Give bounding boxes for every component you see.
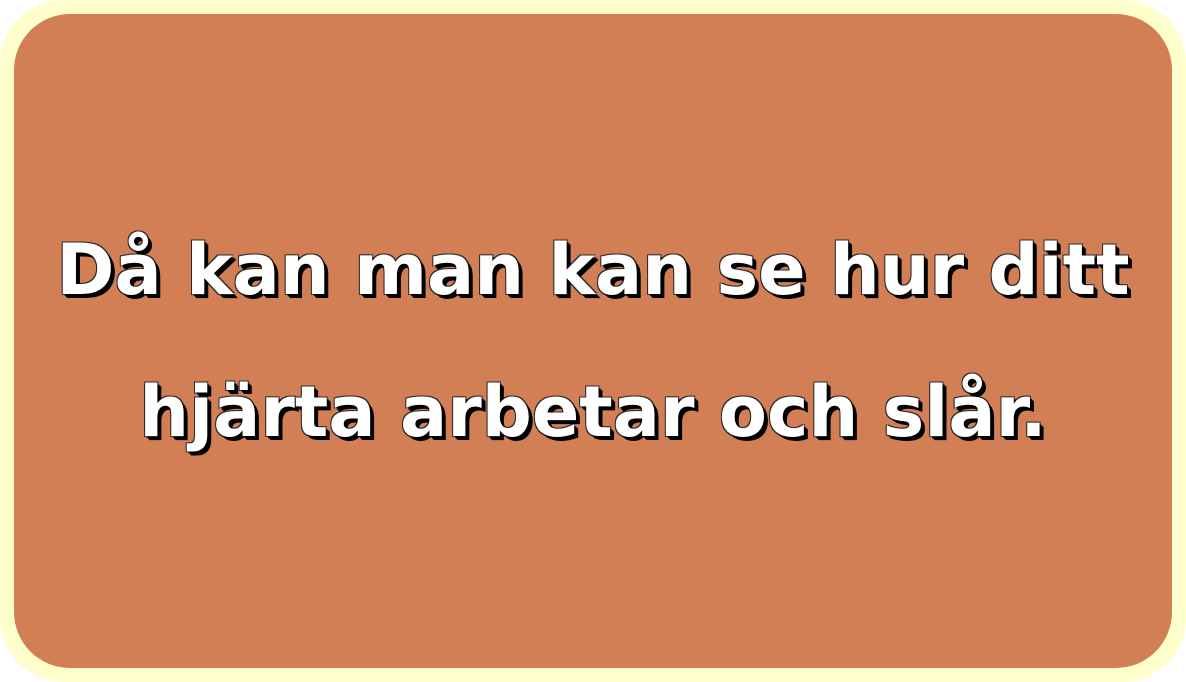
text-card	[14, 14, 1172, 668]
card-text: Då kan man kan se hur ditt hjärta arbetar och slår.	[56, 229, 1130, 453]
